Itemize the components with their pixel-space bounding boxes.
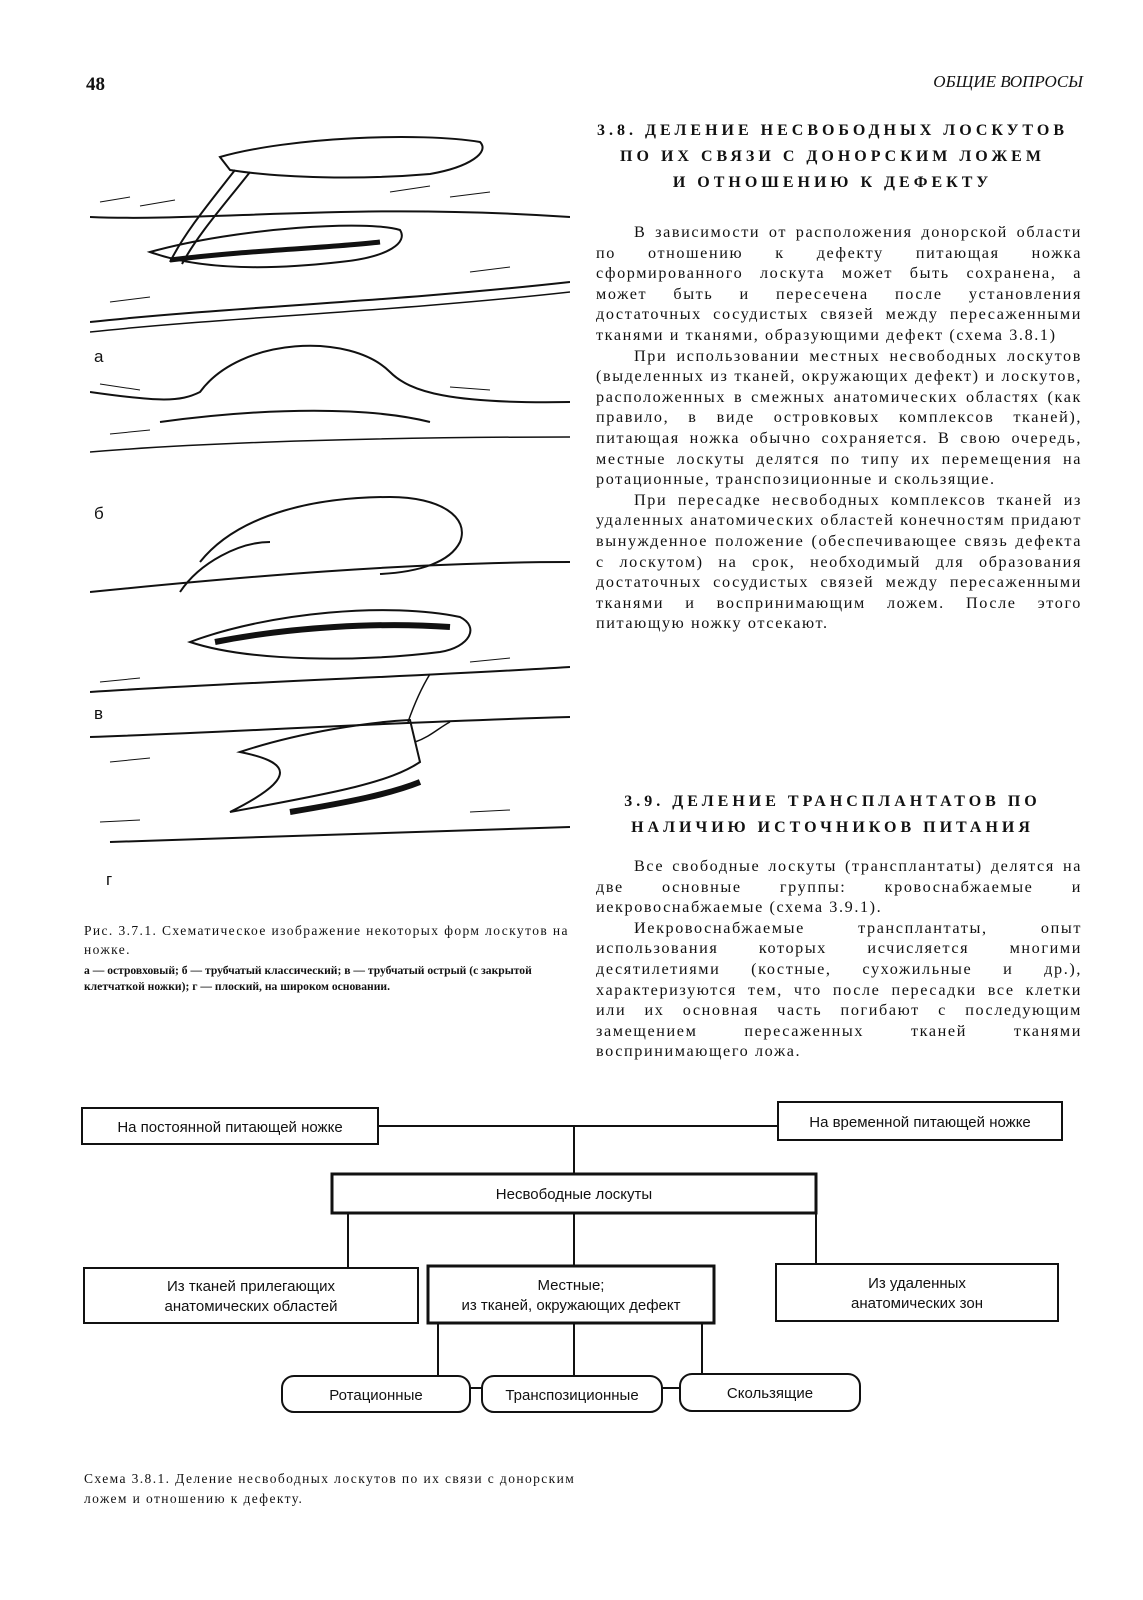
- figure-legend: а — островховый; б — трубчатый классический; в — трубчатый острый (с закрытой клетчаткой ножки); г — плоский, на широком основании.: [84, 964, 532, 993]
- box-rotational: [282, 1376, 470, 1412]
- paragraph: При использовании местных несвободных лоскутов (выделенных из тканей, окружающих дефект) и лоскутов, расположенных в смежных анатомических областях (как правило, в виде островковых комплексов тканей), питающая ножка обычно сохраняется. В свою очередь, местные лоскуты делятся по типу их перемещения на ротационные, транспозиционные и скользящие.: [596, 346, 1082, 489]
- box-local-flaps-label: из тканей, окружающих дефект: [461, 1297, 681, 1314]
- box-remote-zones-label: анатомических зон: [851, 1295, 983, 1312]
- paragraph: Все свободные лоскуты (трансплантаты) делятся на две основные группы: кровоснабжаемые и иекровоснабжаемые (схема 3.9.1).: [596, 857, 1082, 917]
- figure-letter-v: в: [94, 704, 104, 723]
- box-temporary-pedicle: [778, 1102, 1062, 1140]
- box-permanent-pedicle-label: На постоянной питающей ножке: [117, 1119, 343, 1136]
- paragraph: В зависимости от расположения донорской области по отношению к дефекту питающая ножка сформированного лоскута может быть сохранена, а может быть и пересечена после установления достаточных сосудистых связей между пересаженными тканями и тканями, образующими дефект (схема 3.8.1): [596, 223, 1082, 344]
- box-temporary-pedicle-label: На временной питающей ножке: [809, 1114, 1031, 1131]
- box-local-flaps: [428, 1266, 714, 1323]
- box-remote-zones-label: Из удаленных: [868, 1275, 966, 1292]
- box-remote-zones: [776, 1264, 1058, 1321]
- scheme-caption: Схема 3.8.1. Деление несвободных лоскутов по их связи с донорским ложем и отношению к дефекту.: [84, 1471, 576, 1506]
- figure-caption: Рис. 3.7.1. Схематическое изображение некоторых форм лоскутов на ножке.: [84, 923, 569, 957]
- figure-letter-b: б: [94, 504, 104, 523]
- box-sliding-label: Скользящие: [726, 1385, 814, 1402]
- section-3-9-body: [596, 856, 1082, 1062]
- section-3-9-title-line: 3.9. ДЕЛЕНИЕ ТРАНСПЛАНТАТОВ ПО: [624, 793, 1041, 810]
- figure-letter-a: а: [94, 347, 104, 366]
- section-3-8-title: [590, 118, 1075, 196]
- page-number: 48: [86, 74, 105, 95]
- running-title: ОБЩИЕ ВОПРОСЫ: [933, 72, 1083, 91]
- scheme-diagram: [76, 1098, 1086, 1438]
- section-3-8-body: [596, 222, 1082, 634]
- box-rotational-label: Ротационные: [329, 1387, 423, 1404]
- box-permanent-pedicle: [82, 1108, 378, 1144]
- box-transposition: [482, 1376, 662, 1412]
- section-3-8-title-line: 3.8. ДЕЛЕНИЕ НЕСВОБОДНЫХ ЛОСКУТОВ: [597, 122, 1068, 139]
- flap-illustration: [90, 122, 570, 912]
- paragraph: Иекровоснабжаемые трансплантаты, опыт использования которых исчисляется многими десятилетиями (костные, сухожильные и др.), характеризуются тем, что после пересадки все клетки или их основная часть погибают с последующим замещением пересаженных тканей тканями воспринимающего ложа.: [596, 918, 1082, 1061]
- box-local-flaps-label: Местные;: [537, 1277, 605, 1294]
- flap-drawings: [90, 122, 570, 912]
- section-3-8-title-line: И ОТНОШЕНИЮ К ДЕФЕКТУ: [672, 174, 993, 191]
- section-3-9-title-line: НАЛИЧИЮ ИСТОЧНИКОВ ПИТАНИЯ: [631, 819, 1034, 836]
- box-transposition-label: Транспозиционные: [505, 1387, 639, 1404]
- box-adjacent-areas-label: анатомических областей: [164, 1298, 338, 1315]
- box-sliding: [680, 1374, 860, 1411]
- box-nonfree-flaps: [332, 1174, 816, 1213]
- section-3-8-title-line: ПО ИХ СВЯЗИ С ДОНОРСКИМ ЛОЖЕМ: [620, 148, 1045, 165]
- section-3-9-title: [590, 789, 1075, 841]
- figure-letter-g: г: [106, 870, 113, 889]
- paragraph: При пересадке несвободных комплексов тканей из удаленных анатомических областей конечностям придают вынужденное положение (обеспечивающее связь дефекта с лоскутом) на срок, необходимый для образования достаточных сосудистых связей между пересаженными тканями и воспринимающим ложем. После этого питающую ножку отсекают.: [596, 490, 1082, 633]
- box-nonfree-flaps-label: Несвободные лоскуты: [495, 1186, 653, 1203]
- box-adjacent-areas-label: Из тканей прилегающих: [167, 1278, 335, 1295]
- box-adjacent-areas: [84, 1268, 418, 1323]
